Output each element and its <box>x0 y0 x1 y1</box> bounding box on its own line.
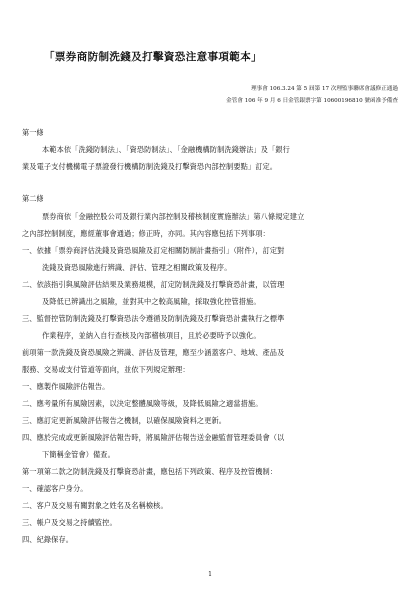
article-2-item: 三、應訂定更新風險評估報告之機制，以確保風險資料之更新。 <box>22 416 227 425</box>
article-2-item: 四、紀錄保存。 <box>22 535 74 544</box>
article-1-title: 第一條 <box>22 128 44 137</box>
article-2-item-cont: 下簡稱金管會）備查。 <box>42 450 115 459</box>
article-2-item-cont: 作業程序，並納入自行查核及內部稽核項目，且於必要時予以強化。 <box>42 331 261 340</box>
article-1-line: 本範本依「洗錢防制法」、「資恐防制法」、「金融機構防制洗錢辦法」及「銀行 <box>42 145 290 154</box>
article-1-line: 業及電子支付機構電子票證發行機構防制洗錢及打擊資恐內部控制要點」訂定。 <box>22 162 278 171</box>
page-number: 1 <box>208 571 212 578</box>
article-2-item-cont: 洗錢及資恐風險進行辨識、評估、管理之相關政策及程序。 <box>42 263 232 272</box>
document-title: 「票券商防制洗錢及打擊資恐注意事項範本」 <box>44 51 262 63</box>
article-2-item: 一、確認客户身分。 <box>22 484 88 493</box>
article-2-item: 二、應考量所有風險因素，以決定整體風險等級，及降低風險之適當措施。 <box>22 399 263 408</box>
article-2-item: 三、監督控管防制洗錢及打擊資恐法令遵循及防制洗錢及打擊資恐計畫執行之標準 <box>22 314 285 323</box>
article-2-paragraph-cont: 服務、交易或支付管道等面向，並依下列規定辦理： <box>22 365 190 374</box>
article-2-line: 票券商依「金融控股公司及銀行業內部控制及稽核制度實施辦法」第八條規定建立 <box>42 212 305 221</box>
approval-note-fsc: 金管會 106 年 9 月 6 日金管銀票字第 10600196810 號函准予備查 <box>226 98 398 104</box>
article-2-item: 四、應於完成或更新風險評估報告時，將風險評估報告送金融監督管理委員會（以 <box>22 433 285 442</box>
article-2-item: 一、應製作風險評估報告。 <box>22 382 110 391</box>
article-2-line: 之內部控制制度，應經董事會通過；修正時，亦同。其內容應包括下列事項： <box>22 229 270 238</box>
approval-note-council: 理事會 106.3.24 第 5 屆第 17 次理監事聯席會議修正通過 <box>251 86 398 92</box>
article-2-title: 第二條 <box>22 194 44 203</box>
article-2-paragraph: 第一項第二款之防制洗錢及打擊資恐計畫，應包括下列政策、程序及控管機制： <box>22 467 278 476</box>
article-2-paragraph: 前項第一款洗錢及資恐風險之辨識、評估及管理，應至少涵蓋客户、地域、產品及 <box>22 348 285 357</box>
article-2-item: 三、帳户及交易之持續監控。 <box>22 518 117 527</box>
article-2-item-cont: 及降低已辨識出之風險，並對其中之較高風險，採取強化控管措施。 <box>42 297 261 306</box>
article-2-item: 一、依據「票券商評估洗錢及資恐風險及訂定相關防制計畫指引」（附件），訂定對 <box>22 246 285 255</box>
article-2-item: 二、客户及交易有關對象之姓名及名稱檢核。 <box>22 501 168 510</box>
article-2-item: 二、依該指引與風險評估結果及業務規模，訂定防制洗錢及打擊資恐計畫，以管理 <box>22 280 285 289</box>
